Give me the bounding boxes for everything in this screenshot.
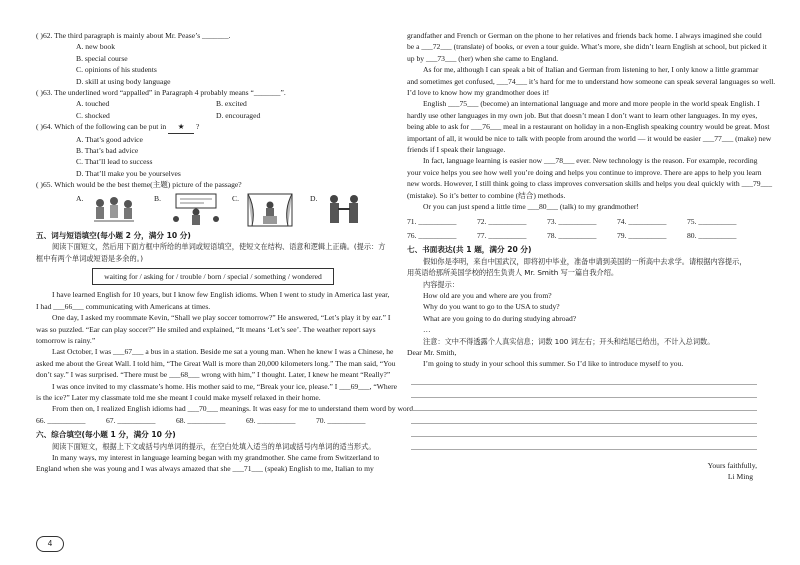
answer-blank-66[interactable]: 66. __________ — [36, 415, 86, 425]
answer-blank-71[interactable]: 71. __________ — [407, 216, 457, 226]
blanks-71-75 — [407, 216, 763, 227]
passage5-p2-l3: tomorrow is rainy.” — [36, 335, 96, 345]
q63-option-d: D. encouraged — [216, 110, 261, 120]
passage6-p3-l1: English ___75___ (become) an international language and more and more people in the world speak English. I — [423, 99, 760, 109]
q64-stem — [36, 121, 388, 133]
passage6-p5-l1: Or you can just spend a little time ___80___ (talk) to my grandmother! — [423, 202, 639, 212]
passage6-p4-l1: In fact, language learning is easier now ___78___ ever. New technology is the reason. For example, recording — [423, 156, 758, 166]
speaker-stage-icon — [246, 193, 294, 227]
section-5-instruction-1: 阅读下面短文，然后用下面方框中所给的单词或短语填空，使短文在结构、语意和逻辑上正确。(提示：方 — [52, 242, 386, 252]
q63-option-b: B. excited — [216, 99, 247, 109]
answer-blank-79[interactable]: 79. __________ — [617, 230, 667, 240]
passage5-p3-l3: don’t say.” I was surprised. “There must be ___68___ wrong with him,” I thought. Later, I knew he meant “Really?” — [36, 370, 391, 380]
q65-picture-a — [76, 193, 154, 227]
passage5-p5-l1: From then on, I realized English idioms had ___70___ meanings. It was easy for me to understand them word by word. — [52, 404, 415, 414]
writing-line[interactable] — [411, 437, 757, 450]
passage5-p4-l2: is the ice?” Later my classmate told me she meant I could make myself relaxed in their home. — [36, 392, 321, 402]
passage5-p1-l1: I have learned English for 10 years, but I know few English idioms. When I went to study in America last year, — [52, 290, 390, 300]
q64-option-c: C. That’ll lead to success — [76, 157, 153, 167]
section-5-title: 五、词与短语填空(每小题 2 分，满分 10 分) — [36, 230, 191, 240]
star-icon: ★ — [168, 121, 194, 133]
section-7-title: 七、书面表达(共 1 题，满分 20 分) — [407, 245, 532, 255]
passage6-p3-l4: important of all, it would be nice to talk with people from around the world — it would be easier ___77___ (make) new — [407, 133, 772, 143]
writing-line[interactable] — [411, 398, 757, 411]
answer-blank-72[interactable]: 72. __________ — [477, 216, 527, 226]
q64-option-a: A. That’s good advice — [76, 134, 143, 144]
left-column — [36, 30, 415, 475]
passage5-p3-l2: asked me about the Great Wall. I told him, “The Great Wall is more than 20,000 kilometers long.” The man said, “You — [36, 358, 396, 368]
q63-stem: ( )63. The underlined word “appalled” in Paragraph 4 probably means “_______”. — [36, 88, 286, 98]
tip-1: How old are you and where are you from? — [423, 290, 552, 300]
answer-blank-70[interactable]: 70. __________ — [316, 415, 366, 425]
writing-line[interactable] — [411, 424, 757, 437]
passage6-p4-l2: your voice helps you see how well you’re doing and helps you continue to improve. There are apps to help you learn — [407, 167, 762, 177]
passage6-p2-l3: I’d love to know how my grandmother does it! — [407, 88, 550, 98]
students-group-icon — [90, 193, 136, 227]
pic-label-c: C. — [232, 193, 239, 203]
answer-blank-80[interactable]: 80. __________ — [687, 230, 737, 240]
answer-blank-67[interactable]: 67. __________ — [106, 415, 156, 425]
tips-title: 内容提示： — [423, 279, 459, 289]
answer-blank-69[interactable]: 69. __________ — [246, 415, 296, 425]
tip-4: … — [423, 325, 431, 335]
page-number: 4 — [36, 536, 64, 552]
passage6-r-l2: be a ___72___ (translate) of books, or even a tour guide. What’s more, she didn’t learn English at school, but picked it — [407, 42, 767, 52]
pic-label-d: D. — [310, 193, 318, 203]
writing-area[interactable] — [407, 372, 763, 450]
passage5-p3-l1: Last October, I was ___67___ a bus in a station. Beside me sat a young man. When he knew I was a Chinese, he — [52, 347, 394, 357]
answer-blank-73[interactable]: 73. __________ — [547, 216, 597, 226]
right-column — [407, 30, 776, 483]
section-6-title: 六、综合填空(每小题 1 分，满分 10 分) — [36, 430, 176, 440]
q63-option-a: A. touched — [76, 99, 110, 109]
passage6-p3-l3: being able to ask for ___76___ meal in a restaurant on holiday in a non-English speaking country would be great. Most — [407, 122, 770, 132]
opening-sentence: I’m going to study in your school this summer. So I’d like to introduce myself to you. — [423, 359, 684, 369]
passage5-p4-l1: I was once invited to my classmate’s home. His mother said to me, “Break your ice, please.” I ___69___, “Where — [52, 381, 397, 391]
q65-picture-d — [310, 193, 388, 227]
passage6-p2-l1: As for me, although I can speak a bit of Italian and German from listening to her, I only know a little grammar — [423, 65, 759, 75]
q62-option-d: D. skill at using body language — [76, 76, 171, 86]
writing-line[interactable] — [411, 385, 757, 398]
blanks-76-80 — [407, 230, 763, 241]
q65-picture-b — [154, 193, 232, 227]
passage6-p3-l2: hardly use other languages in my own job. But that doesn’t mean I don’t want to learn other languages. In my eyes, — [407, 110, 758, 120]
tip-2: Why do you want to go to the USA to study? — [423, 302, 560, 312]
section-6-instruction: 阅读下面短文，根据上下文或括号内单词的提示，在空白处填入适当的单词或括号内单词的适当形式。 — [52, 441, 376, 451]
q63-options-cd — [36, 110, 388, 121]
writing-line[interactable] — [411, 411, 757, 424]
answer-blank-77[interactable]: 77. __________ — [477, 230, 527, 240]
q62-option-c: C. opinions of his students — [76, 65, 157, 75]
section-7-instruction-1: 假如你是李明，来自中国武汉，即将初中毕业，准备申请到美国的一所高中去求学。请根据内容提示， — [423, 256, 747, 266]
answer-blank-68[interactable]: 68. __________ — [176, 415, 226, 425]
writing-line[interactable] — [411, 372, 757, 385]
passage6-r-l1: grandfather and French or German on the phone to her relatives and friends back home. I always imagined she could — [407, 31, 762, 40]
q65-stem: ( )65. Which would be the best theme(主题) picture of the passage? — [36, 180, 242, 190]
passage6-p4-l3: new words. However, I still think going to class improves conversation skills and helps you deal quickly with ___79___ — [407, 179, 772, 189]
closing: Yours faithfully, — [707, 460, 757, 470]
handshake-icon — [324, 193, 364, 227]
passage6-r-l3: up by ___73___ (her) when she came to England. — [407, 53, 559, 63]
q62-stem: ( )62. The third paragraph is mainly about Mr. Pease’s _______. — [36, 31, 231, 40]
salutation: Dear Mr. Smith, — [407, 347, 457, 357]
q62-option-a: A. new book — [76, 42, 116, 52]
answer-blank-76[interactable]: 76. __________ — [407, 230, 457, 240]
q62-option-b: B. special course — [76, 53, 128, 63]
passage5-p2-l1: One day, I asked my roommate Kevin, “Shall we play soccer tomorrow?” He answered, “Let’s play it by ear.” I — [52, 313, 391, 323]
passage6-p4-l4: (mistake). So it’s better to combine (结合) methods. — [407, 190, 566, 200]
answer-blank-78[interactable]: 78. __________ — [547, 230, 597, 240]
passage5-p2-l2: was so puzzled. “Ear can play soccer?” He smiled and explained, “It means ‘Let’s see’. The weather report says — [36, 324, 376, 334]
signature: Li Ming — [727, 472, 753, 482]
word-box: waiting for / asking for / trouble / born / special / something / wondered — [92, 268, 334, 285]
q64-stem-text: ( )64. Which of the following can be put in — [36, 122, 169, 132]
tip-3: What are you going to do during studying abroad? — [423, 313, 577, 323]
pic-label-a: A. — [76, 193, 84, 203]
q64-stem-end: ? — [194, 122, 200, 132]
section-7-instruction-2: 用英语给那所美国学校的招生负责人 Mr. Smith 写一篇自我介绍。 — [407, 268, 619, 278]
writing-note: 注意：文中不得透露个人真实信息；词数 100 词左右；开头和结尾已给出，不计入总词数。 — [423, 336, 715, 346]
answer-blank-74[interactable]: 74. __________ — [617, 216, 667, 226]
pic-label-b: B. — [154, 193, 161, 203]
q65-pictures — [36, 193, 388, 227]
passage6-l1: In many ways, my interest in language learning began with my grandmother. She came from Switzerland to — [52, 453, 380, 462]
passage6-p2-l2: and sometimes get confused, ___74___ it’s hard for me to understand how someone can speak several languages so well. — [407, 76, 776, 86]
q64-option-d: D. That’ll make you be yourselves — [76, 168, 181, 178]
q63-option-c: C. shocked — [76, 110, 110, 120]
classroom-teacher-icon — [168, 193, 224, 227]
passage5-p1-l2: I had ___66___ communicating with Americans at times. — [36, 301, 211, 311]
q63-options-ab — [36, 98, 388, 109]
answer-blank-75[interactable]: 75. __________ — [687, 216, 737, 226]
blanks-66-70 — [36, 415, 388, 426]
q65-picture-c — [232, 193, 310, 227]
passage6-l2: England when she was young and I was always amazed that she ___71___ (speak) English to me, Italian to my — [36, 464, 374, 474]
section-5-instruction-2: 框中有两个单词或短语是多余的。) — [36, 253, 144, 263]
passage6-p3-l5: friends if I speak their language. — [407, 145, 506, 155]
q64-option-b: B. That’s bad advice — [76, 146, 139, 156]
